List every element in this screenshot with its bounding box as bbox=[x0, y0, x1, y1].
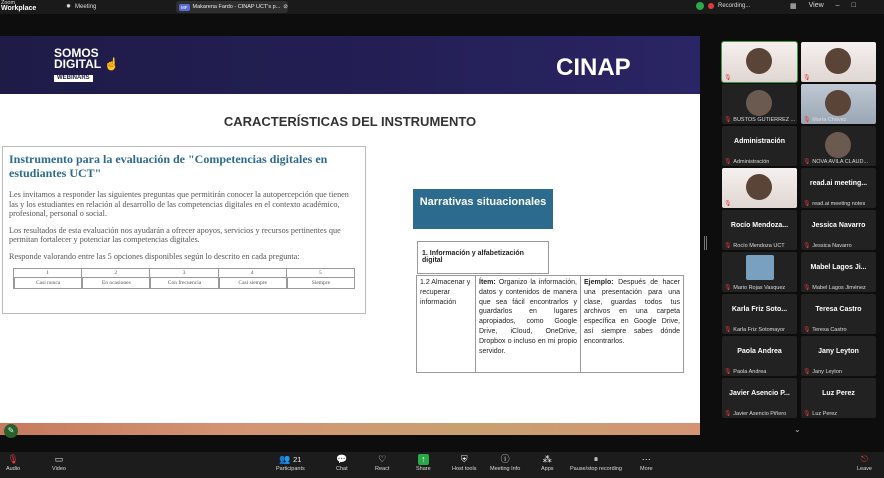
participant-video bbox=[825, 48, 851, 74]
participant-name: Karla Friz Sotomayor bbox=[733, 327, 785, 333]
logo-line1: SOMOS bbox=[54, 46, 99, 60]
logo-line3: WEBINARS bbox=[54, 75, 93, 82]
scale-option: 5 Siempre bbox=[286, 269, 354, 288]
participant-name-label bbox=[803, 410, 874, 417]
participant-name: Teresa Castro bbox=[812, 327, 847, 333]
mic-muted-icon: 🎙 bbox=[803, 159, 813, 165]
participant-tile[interactable] bbox=[801, 42, 876, 82]
participant-display-name: Javier Asencio P... bbox=[729, 390, 790, 397]
participant-display-name: Teresa Castro bbox=[815, 306, 862, 313]
participant-display-name: Karla Friz Soto... bbox=[731, 306, 788, 313]
participant-name: Marcia Rocha S... bbox=[733, 201, 778, 207]
participant-name-label bbox=[803, 74, 874, 81]
meeting-label: Meeting bbox=[75, 3, 97, 10]
participant-display-name: Jany Leyton bbox=[818, 348, 859, 355]
participant-name: SOTO RIVEROS MAR... bbox=[812, 75, 873, 81]
mic-muted-icon: 🎙 bbox=[724, 243, 734, 249]
participant-tile[interactable] bbox=[722, 210, 797, 250]
item-text: Organizo la información, datos y contenidos de manera que sea fácil encontrarlos y guardarlos en lugares apropiados, como Google Drive, iCloud, OneDrive, Dropbox o incluso en mi propio servidor. bbox=[479, 279, 577, 355]
participant-name: NOVA AVILA CLAUD... bbox=[812, 159, 869, 165]
participant-name-label bbox=[803, 284, 874, 291]
card-heading: Instrumento para la evaluación de "Competencias digitales en estudiantes UCT" bbox=[9, 152, 328, 180]
participant-name-label bbox=[803, 158, 874, 165]
participant-tile[interactable] bbox=[801, 84, 876, 124]
participant-display-name: Administración bbox=[734, 138, 785, 145]
participant-tile[interactable] bbox=[722, 336, 797, 376]
scale-option: 1 Casi nunca bbox=[14, 269, 81, 288]
leave-button[interactable]: ⎋ Leave bbox=[857, 454, 872, 472]
mic-muted-icon: 🎙 bbox=[724, 327, 734, 333]
title-bar bbox=[0, 0, 884, 14]
participant-name: Paola Andrea bbox=[733, 369, 767, 375]
brand-line2: Workplace bbox=[1, 5, 37, 12]
scale-option: 4 Casi siempre bbox=[218, 269, 286, 288]
participant-name: read.ai meeting notes bbox=[812, 201, 866, 207]
participant-tile[interactable] bbox=[722, 84, 797, 124]
leave-icon: ⎋ bbox=[860, 454, 869, 464]
competency-table bbox=[416, 275, 684, 373]
mic-muted-icon: 🎙 bbox=[724, 117, 734, 123]
participant-tile[interactable] bbox=[722, 252, 797, 292]
view-label[interactable]: View bbox=[808, 2, 824, 9]
participant-tile[interactable] bbox=[801, 210, 876, 250]
participant-tile[interactable] bbox=[722, 42, 797, 82]
participant-display-name: Mabel Lagos Ji... bbox=[810, 264, 867, 271]
video-button[interactable]: ▭ Video bbox=[52, 454, 66, 472]
mic-muted-icon: 🎙 bbox=[724, 369, 734, 375]
participant-tile[interactable] bbox=[722, 126, 797, 166]
mic-muted-icon: 🎙 bbox=[724, 285, 734, 291]
panel-resize-handle[interactable] bbox=[704, 236, 707, 250]
mic-muted-icon: 🎙 bbox=[803, 117, 813, 123]
competency-header: 1. Información y alfabetización digital bbox=[417, 241, 549, 274]
logo-line2: DIGITAL bbox=[54, 57, 101, 71]
mic-muted-icon: 🎙 bbox=[803, 75, 813, 81]
participant-name-label bbox=[724, 200, 795, 207]
scale-option: 2 En ocasiones bbox=[81, 269, 149, 288]
participant-tile[interactable] bbox=[801, 168, 876, 208]
participant-tile[interactable] bbox=[722, 294, 797, 334]
participant-name: Jessica Navarro bbox=[812, 243, 852, 249]
mic-muted-icon: 🎙 bbox=[724, 201, 734, 207]
shield-icon bbox=[696, 2, 704, 10]
mic-muted-icon: 🎙 bbox=[803, 285, 813, 291]
mic-muted-icon: 🎙 bbox=[724, 159, 734, 165]
participant-tile[interactable] bbox=[801, 336, 876, 376]
mic-muted-icon: 🎙 bbox=[724, 75, 734, 81]
annotate-pen-icon[interactable]: ✎ bbox=[4, 424, 18, 438]
participant-display-name: Paola Andrea bbox=[737, 348, 782, 355]
participant-tile[interactable] bbox=[722, 168, 797, 208]
participant-name: Administración bbox=[733, 159, 770, 165]
recording-label: Recording... bbox=[718, 3, 751, 9]
participant-tile[interactable] bbox=[801, 252, 876, 292]
participant-name-label bbox=[724, 284, 795, 291]
people-icon: 👥 21 bbox=[279, 454, 302, 464]
participant-name: María Chávez bbox=[812, 117, 847, 123]
participant-name: Javier Asencio Piñero bbox=[733, 411, 787, 417]
mic-muted-icon: 🎙 bbox=[803, 201, 813, 207]
rating-scale bbox=[13, 268, 355, 289]
meeting-menu[interactable] bbox=[66, 3, 96, 10]
card-paragraph-1: Les invitamos a responder las siguientes preguntas que permitirán conocer la autopercepción que tienen las y los estudiantes en relación al desarrollo de las competencias digitales en el contexto académico, profesional, personal o social. bbox=[9, 190, 349, 218]
participant-avatar bbox=[746, 255, 774, 280]
mic-muted-icon: 🎙 bbox=[803, 411, 813, 417]
participant-name: Rocío Mendoza UCT bbox=[733, 243, 785, 249]
participant-name-label bbox=[724, 158, 795, 165]
participant-tile[interactable] bbox=[801, 294, 876, 334]
card-paragraph-2: Los resultados de esta evaluación nos ayudarán a ofrecer apoyos, servicios y recursos pertinentes que permitan fortalecer y potenciar las competencias digitales. bbox=[9, 225, 341, 244]
mic-muted-icon: 🎙 bbox=[7, 454, 19, 464]
competency-cell: 1.2 Almacenar y recuperar información bbox=[420, 279, 471, 306]
participant-name: Mario Rojas Vasquez bbox=[733, 285, 786, 291]
example-text: Después de hacer una presentación para una clase, guardas todos tus archivos en una carpeta específica en Google Drive, así siempre sabes dónde encontrarlos. bbox=[584, 279, 680, 345]
shared-slide bbox=[0, 36, 700, 435]
apps-button[interactable]: ⁂ Apps bbox=[541, 454, 554, 472]
participant-video bbox=[746, 48, 772, 74]
window-controls bbox=[790, 2, 856, 10]
meeting-info-button[interactable]: ⓘ Meeting Info bbox=[490, 454, 521, 472]
slide-footer-strip bbox=[0, 423, 700, 435]
more-button[interactable]: ⋯ More bbox=[640, 454, 653, 472]
recording-indicator[interactable] bbox=[696, 2, 750, 10]
participant-display-name: Jessica Navarro bbox=[811, 222, 866, 229]
instrument-card bbox=[2, 146, 366, 314]
gear-icon: ✹ bbox=[66, 4, 72, 10]
participant-display-name: Rocío Mendoza... bbox=[730, 222, 789, 229]
participant-video bbox=[746, 174, 772, 200]
maximize-icon[interactable]: □ bbox=[851, 2, 856, 9]
mic-muted-icon: 🎙 bbox=[724, 411, 734, 417]
item-cell bbox=[475, 276, 580, 372]
participant-name-label bbox=[724, 326, 795, 333]
meeting-toolbar bbox=[0, 452, 884, 478]
participant-video bbox=[825, 90, 851, 116]
slide-title: CARACTERÍSTICAS DEL INSTRUMENTO bbox=[223, 114, 477, 129]
participant-name-label bbox=[803, 242, 874, 249]
shield-icon: ⛨ bbox=[460, 454, 468, 464]
record-icon bbox=[708, 3, 714, 9]
share-button[interactable]: ↑ Share bbox=[416, 454, 431, 472]
scale-option: 3 Con frecuencia bbox=[149, 269, 217, 288]
example-cell bbox=[580, 276, 683, 372]
participant-video bbox=[746, 90, 772, 116]
shared-screen-tab[interactable] bbox=[176, 1, 288, 13]
chat-button[interactable]: 💬 Chat bbox=[336, 454, 348, 472]
card-paragraph-3: Responde valorando entre las 5 opciones disponibles según lo descrito en cada pregunta: bbox=[9, 251, 300, 261]
participant-display-name: read.ai meeting... bbox=[809, 180, 868, 187]
participants-button[interactable]: 👥 21 Participants bbox=[276, 454, 305, 472]
participant-name: Mabel Lagos Jiménez bbox=[812, 285, 866, 291]
minimize-icon[interactable]: – bbox=[835, 2, 840, 9]
participant-name: Jany Leyton bbox=[812, 369, 842, 375]
slide-banner bbox=[0, 36, 700, 94]
participant-name: Luz Perez bbox=[812, 411, 838, 417]
participant-name-label bbox=[724, 74, 795, 81]
example-label: Ejemplo: bbox=[584, 279, 614, 286]
info-icon: ⓘ bbox=[500, 454, 510, 464]
participant-tile[interactable] bbox=[801, 378, 876, 418]
mic-muted-icon: 🎙 bbox=[803, 243, 813, 249]
brand-line1: Zoom bbox=[1, 0, 16, 6]
participant-display-name: Luz Perez bbox=[822, 390, 855, 397]
participant-video bbox=[825, 132, 851, 158]
participant-name-label bbox=[724, 410, 795, 417]
participant-name-label bbox=[803, 116, 874, 123]
pause-icon: ⏸ bbox=[593, 454, 599, 464]
layout-icon[interactable]: ▦ bbox=[790, 3, 797, 10]
participant-name-label bbox=[724, 368, 795, 375]
participant-name-label bbox=[724, 242, 795, 249]
more-icon: ⋯ bbox=[641, 454, 651, 464]
mic-muted-icon: 🎙 bbox=[803, 327, 813, 333]
zoom-brand bbox=[1, 0, 36, 12]
cinap-logo: CINAP bbox=[556, 54, 631, 81]
participant-name: BUSTOS GUTIERREZ ... bbox=[733, 117, 795, 123]
share-arrow-icon: ↑ bbox=[418, 454, 429, 465]
cursor-hand-icon: ☝ bbox=[104, 57, 120, 71]
chevron-down-icon[interactable]: ⌄ bbox=[794, 425, 801, 434]
participant-name-label bbox=[803, 326, 874, 333]
presenter-badge: MF bbox=[181, 4, 188, 10]
participant-name: Makarena Fardo - Che... bbox=[733, 75, 794, 81]
participant-name-label bbox=[724, 116, 795, 123]
chat-icon: 💬 bbox=[336, 454, 348, 464]
participant-name-label bbox=[803, 368, 874, 375]
participant-name-label bbox=[803, 200, 874, 207]
settings-icon[interactable]: ⊘ bbox=[283, 4, 288, 10]
camera-icon: ▭ bbox=[54, 454, 64, 464]
item-label: Ítem: bbox=[479, 279, 496, 286]
react-button[interactable]: ♡ React bbox=[375, 454, 390, 472]
tab-title: Makarena Fardo - CINAP UCT's p... bbox=[192, 4, 281, 10]
participant-tile[interactable] bbox=[722, 378, 797, 418]
apps-icon: ⁂ bbox=[542, 454, 552, 464]
host-tools-button[interactable]: ⛨ Host tools bbox=[452, 454, 477, 472]
somos-digital-logo bbox=[54, 48, 119, 82]
audio-button[interactable]: 🎙 Audio bbox=[6, 454, 21, 472]
pause-recording-button[interactable]: ⏸ Pause/stop recording bbox=[570, 454, 622, 472]
mic-muted-icon: 🎙 bbox=[803, 369, 813, 375]
participant-tile[interactable] bbox=[801, 126, 876, 166]
heart-icon: ♡ bbox=[378, 454, 387, 464]
narrativas-box: Narrativas situacionales bbox=[413, 189, 553, 229]
